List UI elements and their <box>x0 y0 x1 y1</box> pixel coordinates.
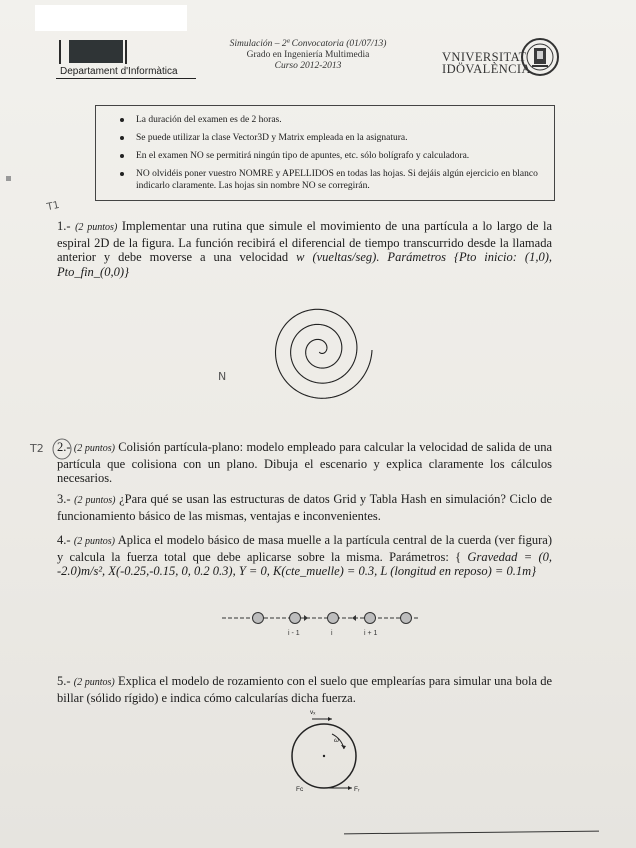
question-text: ¿Para qué se usan las estructuras de datos Grid y Tabla Hash en simulación? Ciclo de funcionamiento básico de las mismas, ventajas e inconvenientes. <box>57 492 553 523</box>
question-5 <box>57 674 552 705</box>
handwritten-t1: T1 <box>45 199 61 214</box>
question-points: (2 puntos) <box>73 677 115 688</box>
arrow-right-icon <box>352 615 356 621</box>
department-rule <box>56 78 196 79</box>
department-name: Departament d'Informàtica <box>60 66 178 77</box>
label-i-plus-1: i + 1 <box>364 630 378 637</box>
university-seal-icon <box>520 37 560 77</box>
question-number: 4.- <box>57 533 71 547</box>
exam-title: Simulación – 2ª Convocatoria (01/07/13) <box>229 39 387 49</box>
label-friction: Fᵣ <box>354 786 360 793</box>
label-i: i <box>331 630 333 637</box>
particle-center <box>328 613 339 624</box>
question-points: (2 puntos) <box>73 443 115 454</box>
bottom-rule <box>344 831 599 835</box>
question-2 <box>57 440 552 486</box>
exam-header <box>200 39 416 72</box>
instruction-item: Se puede utilizar la clase Vector3D y Matrix empleada en la asignatura. <box>118 132 558 144</box>
particle-next <box>365 613 376 624</box>
question-points: (2 puntos) <box>74 495 116 506</box>
question-text: Explica el modelo de rozamiento con el suelo que emplearías para simular una bola de billar (sólido rígido) e indica cómo calcularías dicha fuerza. <box>57 674 553 705</box>
question-points: (2 puntos) <box>75 222 118 233</box>
question-params: Gravedad = (0, -2.0)m/s², X(-0.25,-0.15, 0, 0.2 0.3), Y = 0, K(cte_muelle) = 0.3, L (longitud en reposo) = 0.1m} <box>57 549 552 578</box>
university-line-1: VNIVERSITAT <box>442 50 527 64</box>
spring-chain-figure <box>220 605 430 645</box>
instruction-item: NO olvidéis poner vuestro NOMRE y APELLIDOS en todas las hojas. Si dejáis algún ejercicio en blanco indicarlo claramente. Las hojas sin nombre NO se corregirán. <box>118 168 558 192</box>
university-name <box>442 51 531 75</box>
friction-arrow-icon <box>348 786 352 790</box>
arrow-left-icon <box>304 615 308 621</box>
question-number: 3.- <box>57 492 71 506</box>
question-number: 2.- <box>57 440 71 454</box>
redaction-patch <box>35 5 187 31</box>
question-points: (2 puntos) <box>73 536 115 547</box>
question-text: Colisión partícula-plano: modelo empleado para calcular la velocidad de salida de una partícula que colisiona con un plano. Dibuja el escenario y explica claramente los cálculos necesarios. <box>57 440 553 485</box>
question-params: (vueltas/seg). Parámetros {Pto inicio: (1,0), Pto_fin_(0,0)} <box>57 250 552 279</box>
velocity-arrow-icon <box>328 717 332 721</box>
question-text: Implementar una rutina que simule el movimiento de una partícula a lo largo de la espiral 2D de la figura. La función recibirá el diferencial de tiempo transcurrido desde la llamada anterior y debe moverse a una velocidad <box>57 219 553 264</box>
label-velocity: vₓ <box>310 709 316 716</box>
instruction-item: En el examen NO se permitirá ningún tipo de apuntes, etc. sólo bolígrafo y calculadora. <box>118 150 558 162</box>
department-logo <box>69 40 123 63</box>
degree-name: Grado en Ingeniería Multimedia <box>246 50 370 60</box>
particle-left <box>253 613 264 624</box>
label-i-minus-1: i - 1 <box>288 630 300 637</box>
university-line-2: IDÖVALÈNCIA <box>442 62 531 76</box>
particle-right <box>401 613 412 624</box>
question-text: Aplica el modelo básico de masa muelle a la partícula central de la cuerda (ver figura) y calcula la fuerza total que debe aplicarse sobre la misma. Parámetros: { <box>57 533 553 564</box>
course-year: Curso 2012-2013 <box>274 61 342 71</box>
instruction-item: La duración del examen es de 2 horas. <box>118 114 558 126</box>
question-number: 1.- <box>57 219 71 233</box>
label-omega: ω <box>334 736 339 744</box>
handwritten-circle <box>51 438 73 460</box>
question-4 <box>57 533 552 579</box>
billiard-ball-figure <box>280 702 380 802</box>
question-variable: w <box>296 250 305 264</box>
question-number: 5.- <box>57 674 71 688</box>
question-3 <box>57 492 552 523</box>
label-contact: Fc <box>296 786 304 793</box>
margin-mark <box>6 176 11 181</box>
instructions-list <box>118 114 558 198</box>
particle-prev <box>290 613 301 624</box>
spiral-figure <box>260 297 382 403</box>
handwritten-n: N <box>218 370 227 383</box>
handwritten-t2: T2 <box>30 442 44 455</box>
question-1 <box>57 219 552 279</box>
